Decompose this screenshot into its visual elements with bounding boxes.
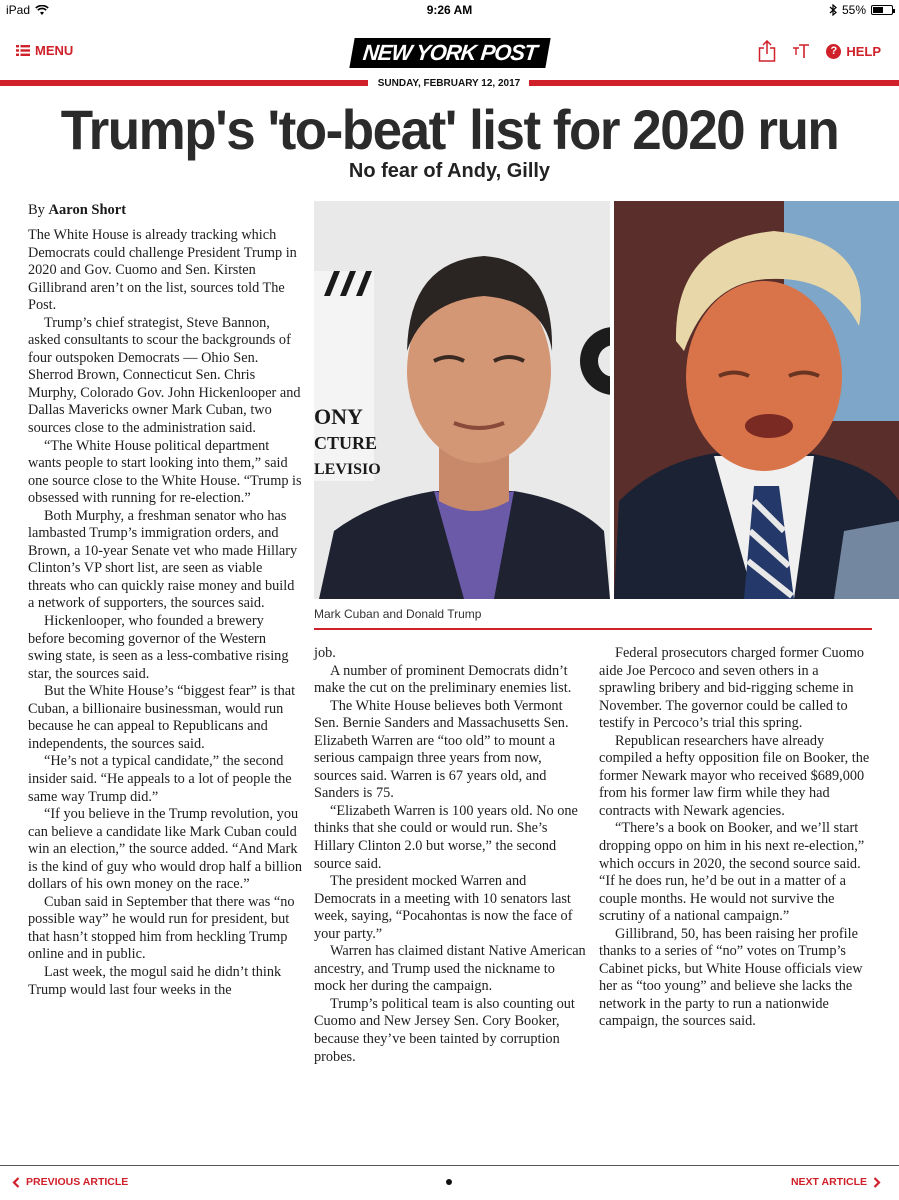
caption-rule bbox=[314, 628, 872, 630]
status-bar bbox=[0, 0, 899, 20]
article-column-3 bbox=[599, 645, 873, 1031]
photo-caption: Mark Cuban and Donald Trump bbox=[314, 607, 482, 621]
text-size-icon bbox=[792, 43, 810, 59]
date-band bbox=[0, 80, 899, 92]
svg-text:CTURE: CTURE bbox=[314, 433, 378, 453]
share-icon bbox=[758, 40, 776, 62]
menu-button[interactable] bbox=[16, 43, 73, 58]
article-column-1 bbox=[28, 227, 302, 999]
paragraph: Warren has claimed distant Native American ancestry, and Trump used the nickname to mock her during the campaign. bbox=[314, 943, 586, 995]
paragraph: Cuban said in September that there was “no possible way” he would run for president, but that hasn’t stopped him from heckling Trump online and in public. bbox=[28, 893, 295, 963]
bluetooth-icon bbox=[829, 4, 837, 16]
paragraph: Trump’s political team is also counting out Cuomo and New Jersey Sen. Cory Booker, because they’ve been tainted by corruption probes. bbox=[314, 995, 575, 1065]
subheadline: No fear of Andy, Gilly bbox=[348, 160, 551, 182]
chevron-right-icon bbox=[873, 1177, 881, 1188]
help-icon: ? bbox=[826, 44, 841, 59]
hamburger-icon bbox=[16, 45, 30, 56]
paragraph: Last week, the mogul said he didn’t think Trump would last four weeks in the bbox=[28, 963, 282, 998]
paragraph: Federal prosecutors charged former Cuomo aide Joe Percoco and seven others in a sprawling bribery and bid-rigging scheme in November. The governor could be called to testify in Percoco’s trial this spring. bbox=[599, 645, 865, 732]
header-tools bbox=[758, 40, 881, 62]
paragraph: “Elizabeth Warren is 100 years old. No one thinks that she could or would run. She’s Hillary Clinton 2.0 but worse,” the second source said. bbox=[314, 802, 578, 872]
red-rule-left bbox=[0, 80, 368, 86]
next-article-label: NEXT ARTICLE bbox=[790, 1176, 867, 1188]
paragraph: “He’s not a typical candidate,” the second insider said. “He appeals to a lot of people the same way Trump did.” bbox=[28, 753, 292, 805]
next-article-button[interactable] bbox=[791, 1176, 881, 1188]
paragraph: job. bbox=[314, 645, 336, 661]
byline-prefix: By bbox=[28, 202, 45, 218]
paragraph: Hickenlooper, who founded a brewery before becoming governor of the Western swing state, is seen as a less-combative rising star, the sources said. bbox=[28, 613, 289, 682]
battery-icon bbox=[871, 5, 893, 15]
paragraph: “The White House political department wants people to start looking into them,” said one source close to the White House. “Trump is obsessed with running for re-election.” bbox=[28, 437, 302, 507]
page-indicator-dot bbox=[446, 1179, 452, 1185]
paragraph: The White House believes both Vermont Sen. Bernie Sanders and Massachusetts Sen. Elizabeth Warren are “too old” to mount a serious campaign three years from now, sources said. Warren is 67 years old, and Sanders is 75. bbox=[314, 697, 569, 802]
paragraph: Trump’s chief strategist, Steve Bannon, asked consultants to scour the backgrounds of four outspoken Democrats — Ohio Sen. Sherrod Brown, Connecticut Sen. Chris Murphy, Colorado Gov. John Hickenlooper and Dallas Mavericks owner Mark Cuban, two sources close to the administration said. bbox=[28, 314, 301, 437]
previous-article-button[interactable] bbox=[12, 1176, 128, 1188]
article-footer bbox=[0, 1170, 899, 1200]
battery-percent: 55% bbox=[841, 3, 866, 17]
photo-illustration bbox=[314, 201, 899, 599]
red-rule-right bbox=[529, 80, 899, 86]
logo-text: NEW YORK POST bbox=[361, 40, 539, 65]
paragraph: Both Murphy, a freshman senator who has lambasted Trump’s immigration orders, and Brown, a 10-year Senate vet who made Hillary Clinton’s VP short list, are seen as viable threats who can quickly raise money and build a network of supporters, the sources said. bbox=[28, 507, 298, 612]
paragraph: “There’s a book on Booker, and we’ll start dropping oppo on him in his next re-election,” which occurs in 2020, the second source said. “If he does run, he’d be out in a matter of a couple months. He would not survive the scrutiny of a national campaign.” bbox=[599, 820, 865, 925]
help-button[interactable] bbox=[826, 44, 881, 59]
device-name: iPad bbox=[6, 3, 31, 17]
previous-article-label: PREVIOUS ARTICLE bbox=[26, 1176, 129, 1188]
issue-date: SUNDAY, FEBRUARY 12, 2017 bbox=[377, 78, 521, 89]
author-name: Aaron Short bbox=[48, 202, 127, 218]
status-right bbox=[829, 3, 893, 17]
paragraph: A number of prominent Democrats didn’t make the cut on the preliminary enemies list. bbox=[314, 662, 572, 697]
newspaper-logo bbox=[349, 38, 550, 68]
paragraph: “If you believe in the Trump revolution, you can believe a candidate like Mark Cuban could win an election,” the source added. “And Mark is the kind of guy who would drop half a billion dollars of his own money on the race.” bbox=[28, 806, 302, 893]
status-time: 9:26 AM bbox=[426, 3, 473, 17]
paragraph: The president mocked Warren and Democrats in a meeting with 10 senators last week, saying, “Pocahontas is now the face of your party.” bbox=[314, 873, 573, 942]
chevron-left-icon bbox=[12, 1177, 20, 1188]
footer-rule bbox=[0, 1165, 899, 1166]
svg-text:ONY: ONY bbox=[314, 404, 363, 429]
help-label: HELP bbox=[846, 43, 881, 59]
byline bbox=[28, 202, 126, 219]
svg-text:LEVISIO: LEVISIO bbox=[314, 461, 381, 478]
share-button[interactable] bbox=[758, 40, 776, 62]
text-size-button[interactable] bbox=[792, 43, 810, 59]
paragraph: Republican researchers have already compiled a hefty opposition file on Booker, the former Newark mayor who received $689,000 from his former law firm while they had contracts with Newark agencies. bbox=[599, 732, 870, 819]
menu-label: MENU bbox=[35, 43, 74, 58]
paragraph: But the White House’s “biggest fear” is that Cuban, a billionaire businessman, would run because he can appeal to Republicans and independents, the sources said. bbox=[28, 683, 296, 752]
app-header bbox=[0, 20, 899, 82]
article-photo[interactable] bbox=[314, 201, 899, 599]
article-column-2 bbox=[314, 645, 586, 1066]
paragraph: Gillibrand, 50, has been raising her profile thanks to a series of “no” votes on Trump’s Cabinet picks, but White House officials view her as “too young” and believe she lacks the network in the party to run a nationwide campaign, the sources said. bbox=[599, 925, 863, 1030]
headline: Trump's 'to-beat' list for 2020 run bbox=[60, 99, 839, 162]
paragraph: The White House is already tracking which Democrats could challenge President Trump in 2020 and Gov. Cuomo and Sen. Kirsten Gillibrand aren’t on the list, sources told The Post. bbox=[28, 227, 297, 314]
battery-fill bbox=[873, 7, 883, 13]
